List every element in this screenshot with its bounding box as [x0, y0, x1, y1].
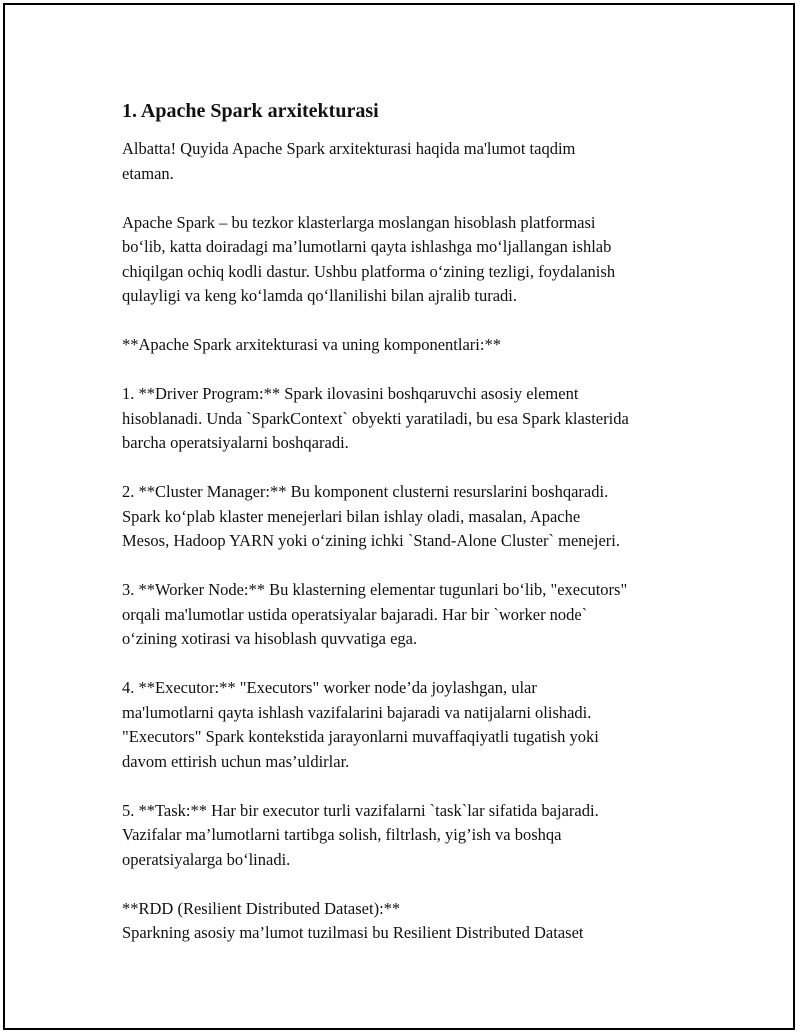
- document-heading: 1. Apache Spark arxitekturasi: [122, 100, 379, 122]
- page-frame: [3, 3, 795, 1030]
- paragraph-task: 5. **Task:** Har bir executor turli vazifalarni `task`lar sifatida bajaradi. Vazifalar ma’lumotlarni tartibga solish, filtrlash, yig’ish va boshqa operatsiyalarga bo‘linadi.: [122, 800, 599, 869]
- document-body: [122, 99, 722, 946]
- paragraph-driver-program: 1. **Driver Program:** Spark ilovasini boshqaruvchi asosiy element hisoblanadi. Unda `SparkContext` obyekti yaratiladi, bu esa Spark klasterida barcha operatsiyalarni boshqaradi.: [122, 384, 629, 452]
- paragraph-executor: 4. **Executor:** "Executors" worker node’da joylashgan, ular ma'lumotlarni qayta ishlash vazifalarini bajaradi va natijalarni olishadi. "Executors" Spark kontekstida jarayonlarni muvaffaqiyatli tugatish yoki davom ettirish uchun mas’uldirlar.: [122, 678, 599, 771]
- paragraph-intro: Albatta! Quyida Apache Spark arxitekturasi haqida ma'lumot taqdim etaman.: [122, 139, 576, 183]
- paragraph-rdd: **RDD (Resilient Distributed Dataset):** Sparkning asosiy ma’lumot tuzilmasi bu Resilient Distributed Dataset: [122, 898, 584, 942]
- paragraph-components-heading: **Apache Spark arxitekturasi va uning komponentlari:**: [122, 335, 501, 354]
- paragraph-overview: Apache Spark – bu tezkor klasterlarga moslangan hisoblash platformasi bo‘lib, katta doiradagi ma’lumotlarni qayta ishlashga mo‘ljallangan ishlab chiqilgan ochiq kodli dastur. Ushbu platforma o‘zining tezligi, foydalanish qulayligi va keng ko‘lamda qo‘llanilishi bilan ajralib turadi.: [122, 212, 616, 305]
- paragraph-worker-node: 3. **Worker Node:** Bu klasterning elementar tugunlari bo‘lib, "executors" orqali ma'lumotlar ustida operatsiyalar bajaradi. Har bir `worker node` o‘zining xotirasi va hisoblash quvvatiga ega.: [122, 580, 628, 648]
- paragraph-cluster-manager: 2. **Cluster Manager:** Bu komponent clusterni resurslarini boshqaradi. Spark ko‘plab klaster menejerlari bilan ishlay oladi, masalan, Apache Mesos, Hadoop YARN yoki o‘zining ichki `Stand-Alone Cluster` menejeri.: [122, 482, 620, 550]
